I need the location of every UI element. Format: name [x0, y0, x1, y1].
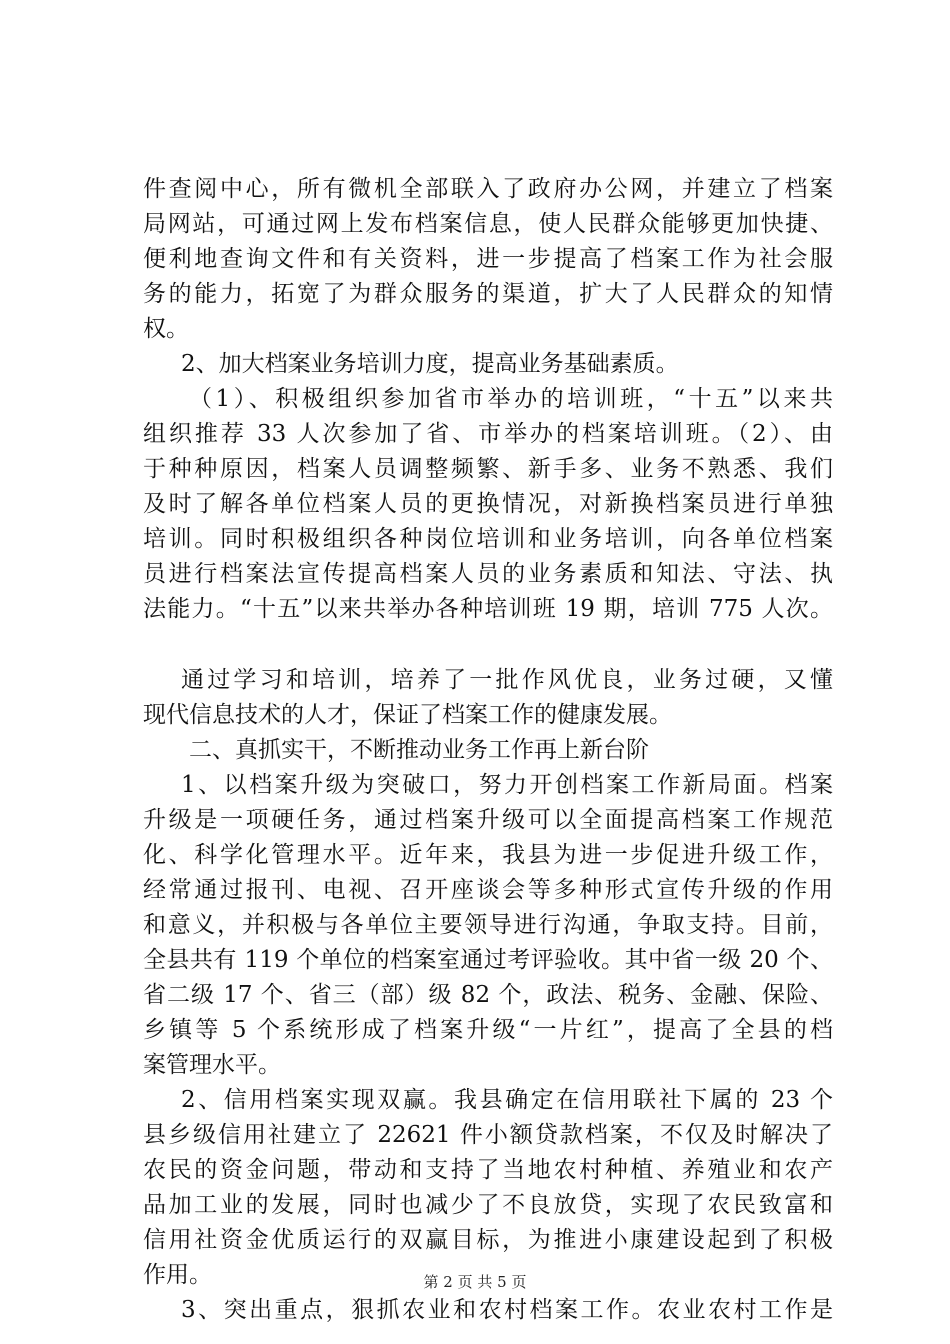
document-body [143, 172, 833, 1328]
text-line: 乡镇等 5 个系统形成了档案升级“一片红”，提高了全县的档 [143, 1017, 833, 1043]
section-heading: 2、加大档案业务培训力度，提高业务基础素质。 [181, 351, 679, 377]
text-line: 于种种原因，档案人员调整频繁、新手多、业务不熟悉、我们 [143, 456, 833, 482]
text-line: 3、突出重点，狠抓农业和农村档案工作。农业农村工作是 [181, 1297, 833, 1323]
text-line: 通过学习和培训，培养了一批作风优良，业务过硬，又懂 [181, 667, 833, 693]
text-line: 全县共有 119 个单位的档案室通过考评验收。其中省一级 20 个、 [143, 947, 833, 973]
text-line: 2、信用档案实现双赢。我县确定在信用联社下属的 23 个 [181, 1087, 833, 1113]
text-line: 组织推荐 33 人次参加了省、市举办的档案培训班。（2）、由 [143, 421, 833, 447]
text-line: 经常通过报刊、电视、召开座谈会等多种形式宣传升级的作用 [143, 877, 833, 903]
text-line: 化、科学化管理水平。近年来，我县为进一步促进升级工作， [143, 842, 833, 868]
section-heading: 二、真抓实干，不断推动业务工作再上新台阶 [189, 737, 649, 763]
text-line: 局网站，可通过网上发布档案信息，使人民群众能够更加快捷、 [143, 211, 833, 237]
page-number-footer: 第 2 页 共 5 页 [423, 1273, 527, 1291]
text-line: 升级是一项硬任务，通过档案升级可以全面提高档案工作规范 [143, 807, 833, 833]
text-line: 和意义，并积极与各单位主要领导进行沟通，争取支持。目前， [143, 912, 833, 938]
text-line: 务的能力，拓宽了为群众服务的渠道，扩大了人民群众的知情 [143, 281, 833, 307]
text-line: 及时了解各单位档案人员的更换情况，对新换档案员进行单独 [143, 491, 833, 517]
text-line: 培训。同时积极组织各种岗位培训和业务培训，向各单位档案 [143, 526, 833, 552]
text-line: 便利地查询文件和有关资料，进一步提高了档案工作为社会服 [143, 246, 833, 272]
text-line: 县乡级信用社建立了 22621 件小额贷款档案，不仅及时解决了 [143, 1122, 833, 1148]
text-line: 品加工业的发展，同时也减少了不良放贷，实现了农民致富和 [143, 1192, 833, 1218]
text-line: 作用。 [143, 1262, 212, 1288]
text-line: 件查阅中心，所有微机全部联入了政府办公网，并建立了档案 [143, 176, 833, 202]
text-line: 1、以档案升级为突破口，努力开创档案工作新局面。档案 [181, 772, 833, 798]
paragraph-gap [143, 627, 833, 663]
text-line: （1）、积极组织参加省市举办的培训班，“十五”以来共 [189, 386, 833, 412]
text-line: 权。 [143, 316, 189, 342]
text-line: 现代信息技术的人才，保证了档案工作的健康发展。 [143, 702, 672, 728]
text-line: 省二级 17 个、省三（部）级 82 个，政法、税务、金融、保险、 [143, 982, 833, 1008]
text-line: 法能力。“十五”以来共举办各种培训班 19 期，培训 775 人次。 [143, 596, 833, 622]
text-line: 农民的资金问题，带动和支持了当地农村种植、养殖业和农产 [143, 1157, 833, 1183]
text-line: 信用社资金优质运行的双赢目标，为推进小康建设起到了积极 [143, 1227, 833, 1253]
text-line: 员进行档案法宣传提高档案人员的业务素质和知法、守法、执 [143, 561, 833, 587]
text-line: 案管理水平。 [143, 1052, 281, 1078]
